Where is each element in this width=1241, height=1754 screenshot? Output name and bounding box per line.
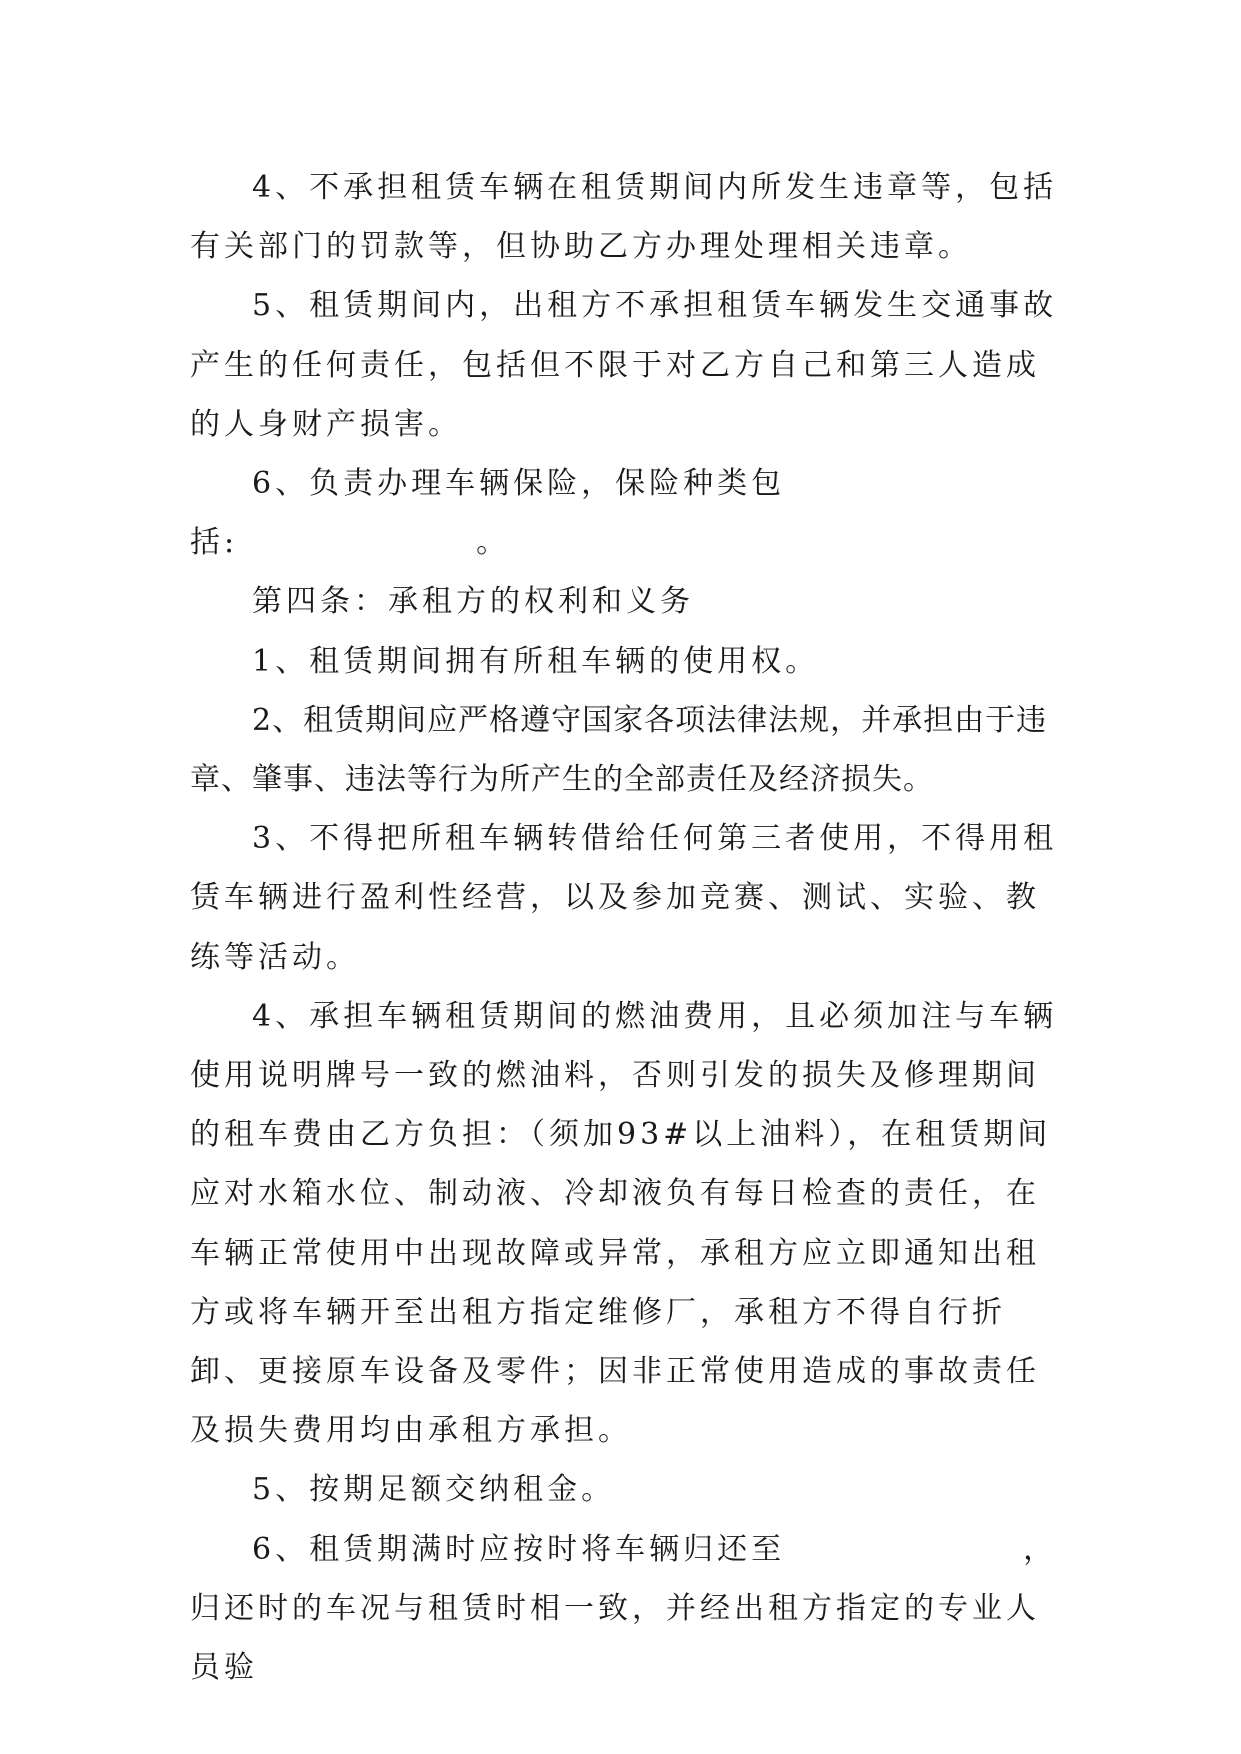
section-heading-article-4: 第四条：承租方的权利和义务 <box>252 584 694 620</box>
paragraph-lessor-item-5: 5、租赁期间内，出租方不承担租赁车辆发生交通事故产生的任何责任，包括但不限于对乙方自己和第三人造成的人身财产损害。 <box>190 288 1058 442</box>
paragraph-lessor-item-4: 4、不承担租赁车辆在租赁期间内所发生违章等，包括有关部门的罚款等，但协助乙方办理处理相关违章。 <box>190 170 1058 265</box>
paragraph-lessee-item-1: 1、租赁期间拥有所租车辆的使用权。 <box>252 643 820 679</box>
paragraph-lessee-item-4: 4、承担车辆租赁期间的燃油费用，且必须加注与车辆使用说明牌号一致的燃油料，否则引发的损失及修理期间的租车费由乙方负担：（须加93#以上油料），在租赁期间应对水箱水位、制动液、冷却液负有每日检查的责任，在车辆正常使用中出现故障或异常，承租方应立即通知出租方或将车辆开至出租方指定维修厂，承租方不得自行折卸、更接原车设备及零件；因非正常使用造成的事故责任及损失费用均由承租方承担。 <box>190 998 1058 1449</box>
paragraph-lessor-item-6: 6、负责办理车辆保险，保险种类包括: 。 <box>190 466 786 561</box>
paragraph-lessee-item-5: 5、按期足额交纳租金。 <box>252 1472 616 1508</box>
paragraph-lessee-item-3: 3、不得把所租车辆转借给任何第三者使用，不得用租赁车辆进行盈利性经营，以及参加竞赛、测试、实验、教练等活动。 <box>190 821 1058 975</box>
document-body <box>190 158 1070 1697</box>
paragraph-lessee-item-2: 2、租赁期间应严格遵守国家各项法律法规，并承担由于违章、肇事、违法等行为所产生的全部责任及经济损失。 <box>190 702 1048 798</box>
paragraph-lessee-item-6: 6、租赁期满时应按时将车辆归还至 ，归还时的车况与租赁时相一致，并经出租方指定的专业人员验 <box>190 1531 1058 1686</box>
